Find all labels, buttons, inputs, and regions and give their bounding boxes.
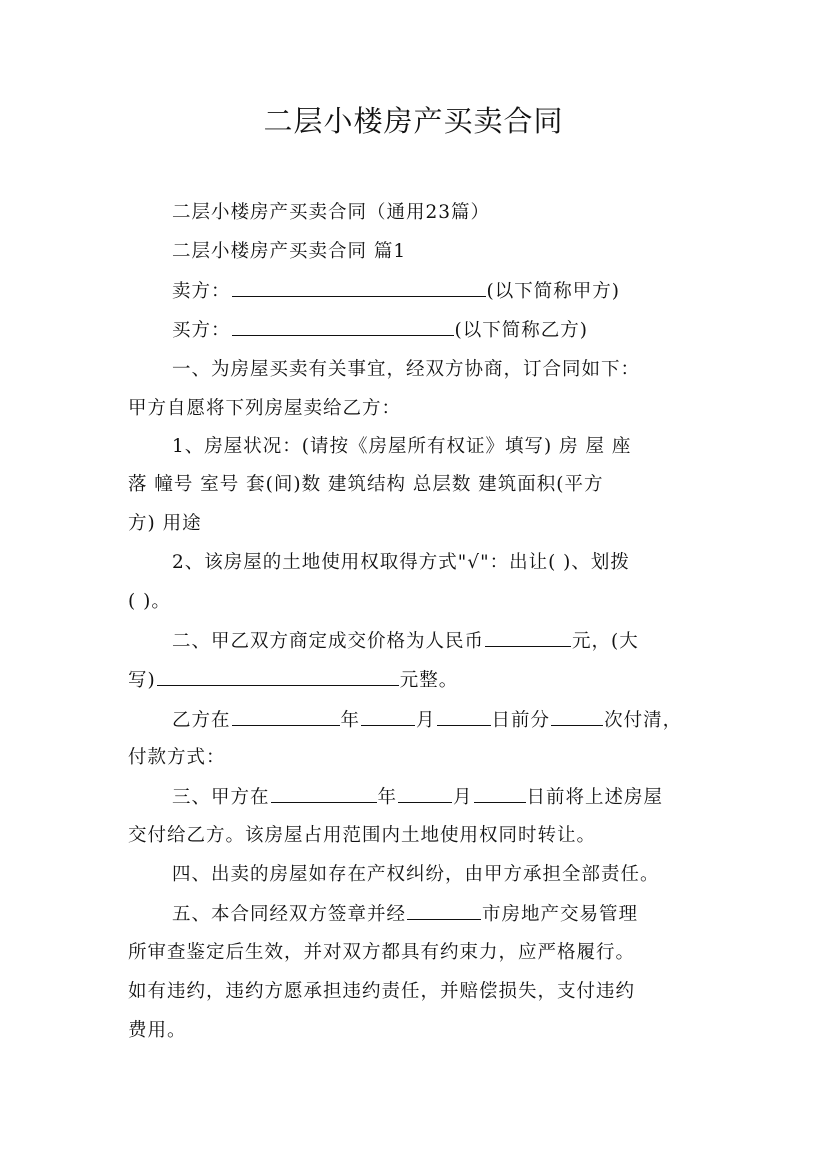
payment-day-blank (437, 707, 491, 726)
item2-line2: ( )。 (128, 591, 171, 612)
subtitle-line: 二层小楼房产买卖合同（通用23篇） (172, 202, 491, 223)
payment-text-4: 日前分 (491, 710, 551, 731)
clause3-line2: 交付给乙方。该房屋占用范围内土地使用权同时转让。 (128, 825, 597, 846)
clause2-text-end: 元，(大 (572, 631, 639, 652)
seller-label: 卖方： (172, 281, 231, 302)
clause5-line1 (172, 901, 638, 928)
clause5-text-1: 五、本合同经双方签章并经 (172, 904, 407, 925)
payment-count-blank (551, 707, 603, 726)
clause2-line1 (172, 628, 639, 655)
clause2-line2 (128, 667, 458, 694)
buyer-line (172, 317, 588, 344)
clause3-line1 (172, 784, 663, 811)
payment-year-blank (232, 707, 340, 726)
clause2-capital-prefix: 写) (128, 670, 156, 691)
capital-amount-blank (157, 667, 399, 686)
clause5-line3: 如有违约，违约方愿承担违约责任，并赔偿损失，支付违约 (128, 981, 636, 1002)
clause2-capital-suffix: 元整。 (399, 670, 459, 691)
clause3-text-1: 三、甲方在 (172, 787, 270, 808)
clause5-line2: 所审查鉴定后生效，并对双方都具有约束力，应严格履行。 (128, 942, 636, 963)
item1-line2: 落 幢号 室号 套(间)数 建筑结构 总层数 建筑面积(平方 (128, 474, 604, 495)
clause3-text-3: 月 (453, 787, 473, 808)
payment-text-5: 次付清， (604, 710, 683, 731)
clause1-line1: 一、为房屋买卖有关事宜，经双方协商，订合同如下： (172, 359, 641, 380)
buyer-name-blank (232, 317, 454, 336)
delivery-day-blank (474, 784, 526, 803)
seller-name-blank (232, 278, 486, 297)
delivery-month-blank (398, 784, 452, 803)
clause2-text: 二、甲乙双方商定成交价格为人民币 (172, 631, 485, 652)
buyer-suffix: (以下简称乙方) (454, 320, 588, 341)
clause3-text-2: 年 (377, 787, 398, 808)
payment-line2: 付款方式： (128, 747, 226, 768)
clause4-line: 四、出卖的房屋如存在产权纠纷，由甲方承担全部责任。 (172, 864, 660, 885)
payment-month-blank (361, 707, 415, 726)
clause3-text-4: 日前将上述房屋 (526, 787, 664, 808)
item1-line3: 方) 用途 (128, 513, 202, 534)
city-blank (407, 901, 481, 920)
delivery-year-blank (271, 784, 377, 803)
clause1-line2: 甲方自愿将下列房屋卖给乙方： (128, 398, 402, 419)
buyer-label: 买方： (172, 320, 231, 341)
item1-line1: 1、房屋状况：(请按《房屋所有权证》填写) 房 屋 座 (172, 436, 632, 457)
seller-suffix: (以下简称甲方) (486, 281, 620, 302)
document-title: 二层小楼房产买卖合同 (263, 104, 564, 138)
clause5-line4: 费用。 (128, 1020, 187, 1041)
clause5-text-2: 市房地产交易管理 (482, 904, 639, 925)
payment-text-3: 月 (416, 710, 436, 731)
price-blank (485, 628, 571, 647)
payment-text-2: 年 (340, 710, 361, 731)
payment-line1 (172, 707, 682, 734)
payment-text-1: 乙方在 (172, 710, 231, 731)
item2-line1: 2、该房屋的土地使用权取得方式"√"：出让( )、划拨 (172, 552, 630, 573)
piece-heading: 二层小楼房产买卖合同 篇1 (172, 241, 407, 262)
seller-line (172, 278, 620, 305)
